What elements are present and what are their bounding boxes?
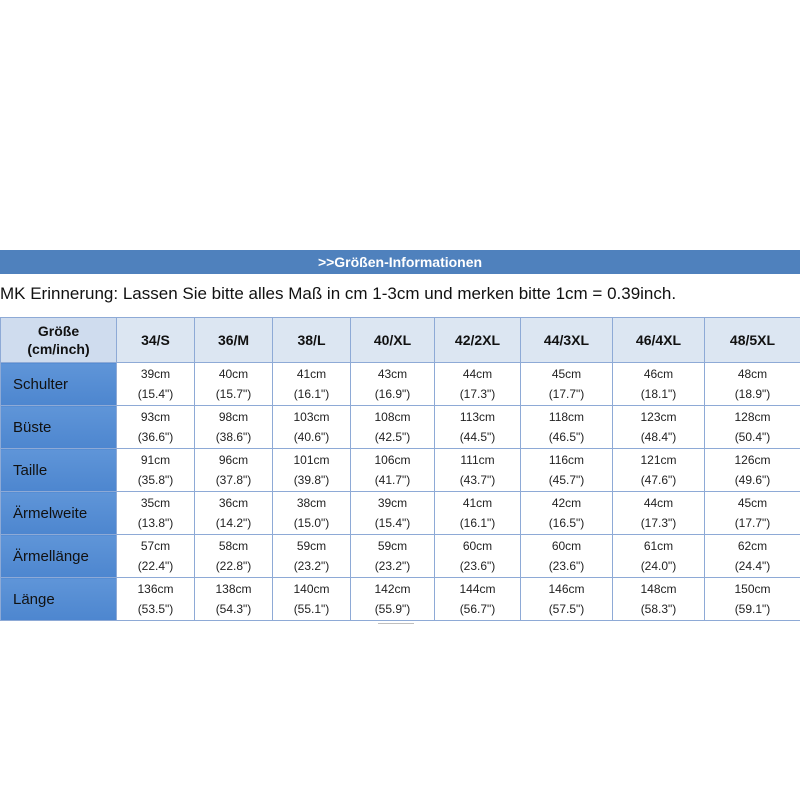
cm-value: 103cm bbox=[293, 410, 330, 424]
divider bbox=[378, 623, 414, 624]
cm-value: 48cm bbox=[737, 367, 768, 381]
inch-value: (41.7") bbox=[374, 473, 411, 487]
measurement-note: MK Erinnerung: Lassen Sie bitte alles Maß in cm 1-3cm und merken bitte 1cm = 0.39inch. bbox=[0, 284, 677, 303]
measurement-cell bbox=[613, 449, 705, 492]
inch-value: (39.8") bbox=[293, 473, 330, 487]
cm-value: 128cm bbox=[734, 410, 771, 424]
cm-value: 113cm bbox=[459, 410, 496, 424]
measurement-cell bbox=[705, 406, 800, 449]
cm-value: 39cm bbox=[140, 367, 171, 381]
inch-value: (43.7") bbox=[459, 473, 496, 487]
measurement-label: Ärmelweite bbox=[1, 492, 117, 535]
cm-value: 41cm bbox=[296, 367, 327, 381]
cm-value: 60cm bbox=[462, 539, 493, 553]
inch-value: (37.8") bbox=[215, 473, 252, 487]
inch-value: (18.9") bbox=[734, 387, 771, 401]
measurement-cell bbox=[351, 492, 435, 535]
cm-value: 101cm bbox=[293, 453, 330, 467]
cm-value: 106cm bbox=[374, 453, 411, 467]
measurement-cell bbox=[521, 578, 613, 621]
measurement-cell bbox=[117, 578, 195, 621]
inch-value: (50.4") bbox=[734, 430, 771, 444]
measurement-cell bbox=[705, 449, 800, 492]
measurement-cell bbox=[273, 449, 351, 492]
cm-value: 41cm bbox=[462, 496, 493, 510]
inch-value: (38.6") bbox=[215, 430, 252, 444]
cm-value: 61cm bbox=[643, 539, 674, 553]
measurement-cell bbox=[117, 406, 195, 449]
size-info-banner: >>Größen-Informationen bbox=[0, 250, 800, 274]
inch-value: (42.5") bbox=[374, 430, 411, 444]
measurement-cell bbox=[613, 578, 705, 621]
cm-value: 46cm bbox=[643, 367, 674, 381]
cm-value: 45cm bbox=[737, 496, 768, 510]
size-column-header: 46/4XL bbox=[613, 318, 705, 363]
cm-value: 93cm bbox=[140, 410, 171, 424]
measurement-cell bbox=[435, 363, 521, 406]
measurement-cell bbox=[273, 363, 351, 406]
measurement-cell bbox=[351, 578, 435, 621]
inch-value: (48.4") bbox=[640, 430, 677, 444]
inch-value: (15.0") bbox=[293, 516, 330, 530]
inch-value: (15.7") bbox=[215, 387, 252, 401]
measurement-cell bbox=[195, 406, 273, 449]
inch-value: (56.7") bbox=[459, 602, 496, 616]
cm-value: 57cm bbox=[140, 539, 171, 553]
measurement-cell bbox=[435, 449, 521, 492]
inch-value: (24.4") bbox=[734, 559, 771, 573]
measurement-label: Schulter bbox=[1, 363, 117, 406]
cm-value: 111cm bbox=[460, 453, 495, 467]
cm-value: 150cm bbox=[734, 582, 771, 596]
cm-value: 146cm bbox=[548, 582, 585, 596]
size-column-header: 42/2XL bbox=[435, 318, 521, 363]
measurement-cell bbox=[521, 492, 613, 535]
measurement-cell bbox=[435, 535, 521, 578]
inch-value: (14.2") bbox=[215, 516, 252, 530]
cm-value: 43cm bbox=[377, 367, 408, 381]
inch-value: (22.8") bbox=[215, 559, 252, 573]
size-column-header: 44/3XL bbox=[521, 318, 613, 363]
measurement-cell bbox=[273, 578, 351, 621]
inch-value: (58.3") bbox=[640, 602, 677, 616]
size-column-header: 36/M bbox=[195, 318, 273, 363]
cm-value: 140cm bbox=[293, 582, 330, 596]
cm-value: 148cm bbox=[640, 582, 677, 596]
inch-value: (15.4") bbox=[137, 387, 174, 401]
cm-value: 123cm bbox=[640, 410, 677, 424]
inch-value: (46.5") bbox=[548, 430, 585, 444]
cm-value: 39cm bbox=[377, 496, 408, 510]
cm-value: 36cm bbox=[218, 496, 249, 510]
measurement-cell bbox=[273, 535, 351, 578]
inch-value: (17.3") bbox=[640, 516, 677, 530]
inch-value: (55.9") bbox=[374, 602, 411, 616]
inch-value: (55.1") bbox=[293, 602, 330, 616]
inch-value: (59.1") bbox=[734, 602, 771, 616]
size-table bbox=[0, 317, 800, 621]
measurement-cell bbox=[521, 449, 613, 492]
inch-value: (16.5") bbox=[548, 516, 585, 530]
inch-value: (53.5") bbox=[137, 602, 174, 616]
measurement-cell bbox=[195, 363, 273, 406]
cm-value: 108cm bbox=[374, 410, 411, 424]
cm-value: 42cm bbox=[551, 496, 582, 510]
size-column-header: 48/5XL bbox=[705, 318, 800, 363]
size-column-header: 34/S bbox=[117, 318, 195, 363]
inch-value: (24.0") bbox=[640, 559, 677, 573]
inch-value: (15.4") bbox=[374, 516, 411, 530]
cm-value: 91cm bbox=[140, 453, 171, 467]
inch-value: (35.8") bbox=[137, 473, 174, 487]
inch-value: (17.7") bbox=[734, 516, 771, 530]
cm-value: 142cm bbox=[374, 582, 411, 596]
measurement-label: Ärmellänge bbox=[1, 535, 117, 578]
inch-value: (45.7") bbox=[548, 473, 585, 487]
inch-value: (22.4") bbox=[137, 559, 174, 573]
cm-value: 58cm bbox=[218, 539, 249, 553]
inch-value: (54.3") bbox=[215, 602, 252, 616]
cm-value: 116cm bbox=[548, 453, 585, 467]
measurement-cell bbox=[117, 449, 195, 492]
table-row bbox=[1, 578, 800, 621]
inch-value: (23.2") bbox=[374, 559, 411, 573]
measurement-cell bbox=[705, 363, 800, 406]
measurement-cell bbox=[705, 492, 800, 535]
measurement-cell bbox=[195, 535, 273, 578]
measurement-cell bbox=[521, 363, 613, 406]
cm-value: 144cm bbox=[459, 582, 496, 596]
unit-header-label: (cm/inch) bbox=[27, 341, 90, 357]
cm-value: 118cm bbox=[548, 410, 585, 424]
cm-value: 60cm bbox=[551, 539, 582, 553]
inch-value: (49.6") bbox=[734, 473, 771, 487]
measurement-cell bbox=[613, 406, 705, 449]
cm-value: 38cm bbox=[296, 496, 327, 510]
size-column-header: 40/XL bbox=[351, 318, 435, 363]
cm-value: 35cm bbox=[140, 496, 171, 510]
measurement-cell bbox=[351, 363, 435, 406]
measurement-cell bbox=[521, 535, 613, 578]
size-header-label: Größe bbox=[37, 323, 80, 339]
size-column-header: 38/L bbox=[273, 318, 351, 363]
cm-value: 45cm bbox=[551, 367, 582, 381]
size-chart bbox=[0, 250, 800, 630]
measurement-cell bbox=[117, 535, 195, 578]
measurement-cell bbox=[435, 492, 521, 535]
inch-value: (40.6") bbox=[293, 430, 330, 444]
table-row bbox=[1, 363, 800, 406]
cm-value: 44cm bbox=[643, 496, 674, 510]
measurement-cell bbox=[351, 406, 435, 449]
inch-value: (16.1") bbox=[459, 516, 496, 530]
cm-value: 98cm bbox=[218, 410, 249, 424]
measurement-cell bbox=[273, 492, 351, 535]
size-unit-header bbox=[1, 318, 117, 363]
cm-value: 44cm bbox=[462, 367, 493, 381]
measurement-cell bbox=[435, 406, 521, 449]
inch-value: (23.2") bbox=[293, 559, 330, 573]
inch-value: (18.1") bbox=[640, 387, 677, 401]
table-row bbox=[1, 406, 800, 449]
measurement-cell bbox=[273, 406, 351, 449]
cm-value: 138cm bbox=[215, 582, 252, 596]
inch-value: (36.6") bbox=[137, 430, 174, 444]
inch-value: (17.3") bbox=[459, 387, 496, 401]
inch-value: (13.8") bbox=[137, 516, 174, 530]
measurement-cell bbox=[351, 449, 435, 492]
cm-value: 96cm bbox=[218, 453, 249, 467]
measurement-label: Länge bbox=[1, 578, 117, 621]
measurement-cell bbox=[521, 406, 613, 449]
size-table-body bbox=[1, 363, 800, 621]
measurement-cell bbox=[613, 492, 705, 535]
inch-value: (44.5") bbox=[459, 430, 496, 444]
measurement-cell bbox=[705, 535, 800, 578]
measurement-cell bbox=[351, 535, 435, 578]
cm-value: 136cm bbox=[137, 582, 174, 596]
measurement-cell bbox=[117, 492, 195, 535]
measurement-cell bbox=[705, 578, 800, 621]
size-header-row bbox=[1, 318, 800, 363]
cm-value: 62cm bbox=[737, 539, 768, 553]
measurement-cell bbox=[195, 492, 273, 535]
cm-value: 126cm bbox=[734, 453, 771, 467]
measurement-label: Taille bbox=[1, 449, 117, 492]
table-row bbox=[1, 449, 800, 492]
cm-value: 40cm bbox=[218, 367, 249, 381]
measurement-cell bbox=[195, 449, 273, 492]
measurement-cell bbox=[613, 535, 705, 578]
cm-value: 59cm bbox=[296, 539, 327, 553]
measurement-label: Büste bbox=[1, 406, 117, 449]
inch-value: (57.5") bbox=[548, 602, 585, 616]
inch-value: (16.1") bbox=[293, 387, 330, 401]
cm-value: 121cm bbox=[640, 453, 677, 467]
inch-value: (23.6") bbox=[459, 559, 496, 573]
measurement-cell bbox=[117, 363, 195, 406]
table-row bbox=[1, 492, 800, 535]
measurement-cell bbox=[195, 578, 273, 621]
table-row bbox=[1, 535, 800, 578]
measurement-cell bbox=[613, 363, 705, 406]
measurement-cell bbox=[435, 578, 521, 621]
inch-value: (23.6") bbox=[548, 559, 585, 573]
inch-value: (16.9") bbox=[374, 387, 411, 401]
cm-value: 59cm bbox=[377, 539, 408, 553]
inch-value: (47.6") bbox=[640, 473, 677, 487]
inch-value: (17.7") bbox=[548, 387, 585, 401]
